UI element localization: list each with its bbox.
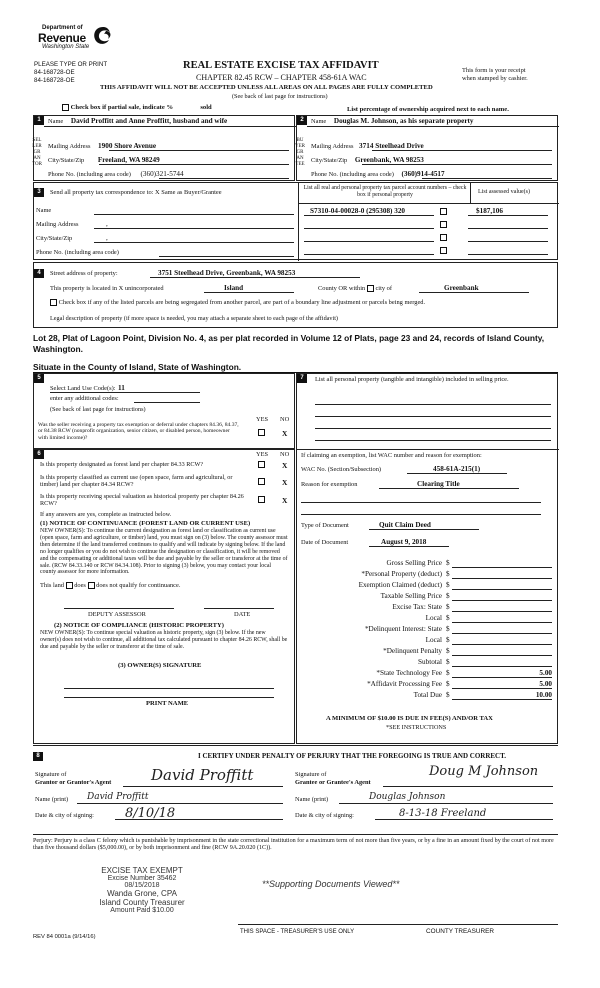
exemption-yes-checkbox[interactable] [258, 429, 265, 436]
buyer-section [296, 115, 558, 181]
fee-label: Local [425, 636, 442, 644]
treasurer-use-only: THIS SPACE - TREASURER'S USE ONLY [240, 929, 355, 935]
fee-row [300, 614, 552, 624]
grantee-date-label: Date & city of signing: [295, 812, 354, 819]
forest-no-mark[interactable]: X [282, 461, 288, 470]
legal-description-2[interactable]: Situate in the County of Island, State of Washington. [33, 362, 242, 372]
fee-value[interactable] [452, 592, 552, 601]
logo-line3: Washington State [42, 44, 90, 50]
stamp-line6: Amount Paid $10.00 [110, 907, 174, 914]
stamp-line2: Excise Number 35462 [107, 875, 177, 882]
fee-dollar-sign: $ [446, 658, 450, 666]
list-percentage-note: List percentage of ownership acquired next to each name. [347, 106, 509, 113]
buyer-mail-row [311, 142, 424, 150]
perjury-notice [33, 838, 558, 853]
fee-label: Gross Selling Price [386, 559, 442, 567]
supporting-docs-stamp: **Supporting Documents Viewed** [262, 879, 400, 889]
historic-question: Is this property receiving special valuation as historical property per chapter 84.26 RCW? [40, 493, 244, 507]
fee-value[interactable] [452, 625, 552, 634]
notice-continuance-title: (1) NOTICE OF CONTINUANCE (FOREST LAND OR CURRENT USE) [40, 520, 251, 527]
parcel-personal-checkbox-3[interactable] [440, 234, 447, 241]
date-label: DATE [234, 611, 251, 618]
street-address-value[interactable]: 3751 Steelhead Drive, Greenbank, WA 98253 [158, 269, 296, 277]
section-5 [33, 373, 295, 449]
fee-value[interactable]: 5.00 [452, 669, 552, 678]
logo-line1: Department of [42, 25, 83, 31]
grantee-sig-label [295, 771, 371, 787]
parcel-number[interactable]: S7310-04-00028-0 (295308) 320 [310, 207, 406, 215]
section-1-number: 1 [34, 116, 44, 125]
owner-signature-label: (3) OWNER(S) SIGNATURE [118, 662, 202, 669]
s3-name-label: Name [36, 207, 52, 214]
historic-no-mark[interactable]: X [282, 496, 288, 505]
city-value[interactable]: Greenbank [444, 284, 479, 292]
s3-phone-label: Phone No. (including area code) [36, 249, 119, 256]
seller-name-row [48, 117, 227, 125]
reason-value[interactable]: Clearing Title [417, 480, 460, 488]
grantee-date[interactable]: 8-13-18 Freeland [399, 808, 487, 819]
partial-sale-row [62, 104, 212, 111]
assessed-value[interactable]: $187,106 [476, 207, 503, 215]
if-yes-note: If any answers are yes, complete as instructed below. [40, 511, 172, 518]
buyer-city-label: City/State/Zip [311, 157, 348, 164]
grantor-date-label: Date & city of signing: [35, 812, 94, 819]
buyer-phone-label: Phone No. (including area code) [311, 171, 394, 178]
section-6 [33, 449, 295, 744]
s3-city-label: City/State/Zip [36, 235, 73, 242]
grantor-signature[interactable]: David Proffitt [151, 766, 254, 784]
historic-yes-checkbox[interactable] [258, 496, 265, 503]
buyer-side-label: BUYER GRANTEE [295, 138, 305, 167]
legal-description-label: Legal description of property (if more space is needed, you may attach a separate sheet to each page of the affidavit) [50, 315, 338, 322]
seller-city-value[interactable]: Freeland, WA 98249 [97, 156, 160, 164]
buyer-mail-value[interactable]: 3714 Steelhead Drive [359, 142, 424, 150]
fee-label: Excise Tax: State [392, 603, 442, 611]
located-in-label: This property is located in X unincorporated [50, 285, 164, 292]
form-code-1: 84-168728-OE [34, 69, 75, 76]
segregated-row [50, 299, 425, 306]
fee-value[interactable] [452, 570, 552, 579]
section-4-number: 4 [34, 269, 44, 278]
send-correspondence-label: Send all property tax correspondence to: X Same as Buyer/Grantee [50, 189, 222, 196]
fee-dollar-sign: $ [446, 570, 450, 578]
seller-city-label: City/State/Zip [48, 157, 85, 164]
does-checkbox[interactable] [66, 582, 73, 589]
exemption-no-mark[interactable]: X [282, 429, 288, 438]
dor-logo [38, 25, 118, 63]
county-or-label [318, 285, 392, 292]
segregated-text: Check box if any of the listed parcels are being segregated from another parcel, are part of a boundary line adjustment or parcels being merged. [58, 299, 426, 306]
seller-phone-label: Phone No. (including area code) [48, 171, 131, 178]
fee-dollar-sign: $ [446, 636, 450, 644]
current-use-yes-checkbox[interactable] [258, 478, 265, 485]
grantee-signature[interactable]: Doug M Johnson [429, 764, 539, 779]
grantor-sig-label [35, 771, 111, 787]
fee-label: *Delinquent Penalty [383, 647, 442, 655]
stamp-line5: Island County Treasurer [99, 898, 185, 907]
legal-description-1[interactable]: Lot 28, Plat of Lagoon Point, Division No. 4, as per plat recorded in Volume 12 of Plats, page 23 and 24, records of Island County, Washington. [33, 333, 545, 354]
fee-dollar-sign: $ [446, 680, 450, 688]
current-use-no-mark[interactable]: X [282, 478, 288, 487]
rev-code: REV 84 0001a (9/14/16) [33, 934, 96, 940]
parcel-personal-checkbox-4[interactable] [440, 247, 447, 254]
fee-row [300, 647, 552, 657]
parcel-personal-checkbox-2[interactable] [440, 221, 447, 228]
fee-row [300, 680, 552, 690]
city-of-text: city of [375, 285, 392, 292]
buyer-city-row [311, 156, 424, 164]
doc-date-label: Date of Document [301, 539, 349, 546]
seller-mail-value[interactable]: 1900 Shore Avenue [98, 142, 157, 150]
fee-label: *Personal Property (deduct) [361, 570, 442, 578]
section-8 [33, 745, 558, 835]
exemption-question: Was the seller receiving a property tax exemption or deferral under chapters 84.36, 84.37, or 84.38 RCW (nonprofit organization, senior citizen, or disabled person, homeowner with limited income)? [38, 422, 239, 441]
grantor-name-print[interactable]: David Proffitt [87, 792, 149, 802]
section-6-number: 6 [34, 450, 44, 459]
deputy-assessor-label: DEPUTY ASSESSOR [88, 611, 146, 618]
fee-dollar-sign: $ [446, 691, 450, 699]
grantor-agent-label: Grantor or Grantor's Agent [35, 779, 112, 786]
fee-dollar-sign: $ [446, 647, 450, 655]
county-treasurer: COUNTY TREASURER [426, 928, 494, 935]
land-use-label: Select Land Use Code(s): [50, 385, 116, 392]
see-instructions: *SEE INSTRUCTIONS [386, 724, 447, 731]
fee-row [300, 658, 552, 668]
stamp-line3: 08/15/2018 [124, 882, 160, 889]
segregated-checkbox[interactable] [50, 299, 57, 306]
street-address-label: Street address of property: [50, 270, 118, 277]
reason-label: Reason for exemption [301, 481, 358, 488]
sold-label: sold [200, 104, 212, 112]
does-not-checkbox[interactable] [88, 582, 95, 589]
seller-name-label: Name [48, 118, 64, 125]
fee-label: Taxable Selling Price [380, 592, 442, 600]
fee-dollar-sign: $ [446, 592, 450, 600]
fee-row [300, 603, 552, 613]
fee-dollar-sign: $ [446, 669, 450, 677]
grantee-name-print-label: Name (print) [295, 796, 329, 803]
grantee-sig-of: Signature of [295, 771, 327, 778]
parcel-personal-checkbox-1[interactable] [440, 208, 447, 215]
notice-compliance-title: (2) NOTICE OF COMPLIANCE (HISTORIC PROPERTY) [54, 622, 224, 629]
minimum-notice: A MINIMUM OF $10.00 IS DUE IN FEE(S) AND/OR TAX [326, 715, 493, 722]
warning-line: THIS AFFIDAVIT WILL NOT BE ACCEPTED UNLESS ALL AREAS ON ALL PAGES ARE FULLY COMPLETED [100, 84, 433, 91]
assessed-header: List assessed value(s) [478, 189, 530, 195]
grantee-name-print[interactable]: Douglas Johnson [369, 792, 446, 802]
buyer-phone-row [311, 170, 445, 178]
county-value[interactable]: Island [224, 284, 244, 292]
s3-mail-label: Mailing Address [36, 221, 79, 228]
seller-city-row [48, 156, 160, 164]
seller-phone-row [48, 170, 184, 178]
fee-row [300, 636, 552, 646]
forest-yes-checkbox[interactable] [258, 461, 265, 468]
county-or-text: County OR within [318, 285, 366, 292]
excise-stamp [72, 866, 212, 914]
s3-city-value[interactable]: , [106, 234, 108, 242]
fee-dollar-sign: $ [446, 614, 450, 622]
grantor-date[interactable]: 8/10/18 [125, 806, 176, 821]
form-title: REAL ESTATE EXCISE TAX AFFIDAVIT [183, 60, 379, 71]
doc-date-value[interactable]: August 9, 2018 [381, 538, 427, 546]
stamp-line4: Wanda Grone, CPA [107, 889, 177, 898]
section-4 [33, 262, 558, 328]
fee-value[interactable] [452, 647, 552, 656]
fee-row [300, 669, 552, 679]
stamp-line1: EXCISE TAX EXEMPT [101, 866, 183, 875]
grantee-agent-label: Grantee or Grantee's Agent [295, 779, 371, 786]
please-type: PLEASE TYPE OR PRINT [34, 61, 108, 68]
fee-label: Total Due [413, 691, 442, 699]
section-5-number: 5 [34, 374, 44, 383]
section-2-number: 2 [297, 116, 307, 125]
fee-value[interactable] [452, 614, 552, 623]
city-of-checkbox[interactable] [367, 285, 374, 292]
perjury-text: Perjury: Perjury is a class C felony which is punishable by imprisonment in the state correctional institution for a maximum term of not more than five years, or by a fine in an amount fixed by the court of not more than five thousand dollars ($5,000.00), or by both imprisonment and fine (RCW 9A.20.020 (1C)). [33, 838, 554, 852]
parcel-header: List all real and personal property tax parcel account numbers – check box if personal property [303, 185, 467, 198]
fee-row [300, 691, 552, 701]
fee-label: *State Technology Fee [376, 669, 442, 677]
partial-sale-checkbox[interactable] [62, 104, 69, 111]
additional-codes-label: enter any additional codes: [50, 395, 119, 402]
current-use-question: Is this property classified as current use (open space, farm and agricultural, or timber) land per chapter 84.34 RCW? [40, 474, 233, 488]
doc-type-value[interactable]: Quit Claim Deed [379, 521, 431, 529]
section-3 [33, 182, 558, 260]
certify-statement: I CERTIFY UNDER PENALTY OF PERJURY THAT THE FOREGOING IS TRUE AND CORRECT. [198, 752, 507, 760]
seller-phone-value[interactable]: (360)321-5744 [140, 170, 184, 178]
fee-value[interactable] [452, 559, 552, 568]
notice-continuance-body: NEW OWNER(S): To continue the current designation as forest land or classification as current use (open space, farm and agriculture, or timber) land, you must sign on (3) below. The county assessor must then determine if the land transferred continues to qualify and will indicate by signing below. If the land no longer qualifies or you do not wish to continue the designation or classification, it will be removed and the compensating or additional taxes will be due and payable by the seller or transferor at the time of sale. (RCW 84.33.140 or RCW 84.34.108). Prior to signing (3) below, you may contact your local county assessor for more information. [40, 528, 288, 576]
section-3-number: 3 [34, 188, 44, 197]
wac-claim-label: If claiming an exemption, list WAC number and reason for exemption: [301, 452, 482, 459]
this-land-text: This land [40, 582, 64, 589]
form-subtitle: CHAPTER 82.45 RCW – CHAPTER 458-61A WAC [196, 73, 367, 82]
fee-dollar-sign: $ [446, 603, 450, 611]
notice-compliance-body: NEW OWNER(S): To continue special valuation as historic property, sign (3) below. If the new owner(s) does not wish to continue, all additional tax calculated pursuant to chapter 84.26 RCW, shall be due and payable by the seller or transferor at the time of sale. [40, 630, 288, 650]
print-name-label: PRINT NAME [146, 700, 189, 707]
s5-no-header: NO [280, 416, 290, 423]
buyer-name-row [311, 117, 474, 125]
does-not-text: does not qualify for continuance. [96, 582, 181, 589]
does-text: does [74, 582, 86, 589]
fee-label: Exemption Claimed (deduct) [358, 581, 442, 589]
seller-mail-row [48, 142, 156, 150]
fee-value[interactable] [452, 603, 552, 612]
seller-side-label: SELLER GRANTOR [32, 138, 42, 167]
buyer-name-label: Name [311, 118, 327, 125]
fee-dollar-sign: $ [446, 559, 450, 567]
seller-section [33, 115, 295, 181]
fee-row [300, 559, 552, 569]
see-back-instructions: (See back of last page for instructions) [232, 93, 328, 100]
buyer-phone-value[interactable]: (360)914-4517 [401, 170, 445, 178]
fee-value[interactable]: 10.00 [452, 691, 552, 700]
personal-property-label: List all personal property (tangible and intangible) included in selling price. [315, 376, 509, 383]
fee-row [300, 581, 552, 591]
fee-value[interactable] [452, 636, 552, 645]
fee-value[interactable] [452, 581, 552, 590]
seller-name-value[interactable]: David Proffitt and Anne Proffitt, husband and wife [70, 117, 228, 125]
fee-row [300, 592, 552, 602]
wac-label: WAC No. (Section/Subsection) [301, 466, 382, 473]
fee-value[interactable] [452, 658, 552, 667]
grantor-sig-of: Signature of [35, 771, 67, 778]
section-8-number: 8 [33, 752, 43, 761]
wac-value[interactable]: 458-61A-215(1) [433, 465, 481, 473]
fee-value[interactable]: 5.00 [452, 680, 552, 689]
s6-yes-header: YES [256, 451, 269, 458]
fee-dollar-sign: $ [446, 581, 450, 589]
fee-label: Subtotal [418, 658, 442, 666]
receipt-note-1: This form is your receipt [462, 67, 526, 74]
fee-row [300, 570, 552, 580]
s5-see-back: (See back of last page for instructions) [50, 406, 146, 413]
seller-mail-label: Mailing Address [48, 143, 91, 150]
buyer-name-value[interactable]: Douglas M. Johnson, as his separate property [333, 117, 474, 125]
section-7-number: 7 [297, 374, 307, 383]
land-use-value[interactable]: 11 [118, 384, 125, 392]
fee-dollar-sign: $ [446, 625, 450, 633]
doc-type-label: Type of Document [301, 522, 349, 529]
buyer-city-value[interactable]: Greenbank, WA 98253 [354, 156, 424, 164]
s3-mail-value[interactable]: , [106, 220, 108, 228]
form-code-2: 84-168728-OE [34, 77, 75, 84]
dor-swirl-icon [90, 25, 116, 47]
fee-row [300, 625, 552, 635]
grantor-name-print-label: Name (print) [35, 796, 69, 803]
buyer-mail-label: Mailing Address [311, 143, 354, 150]
fee-label: *Affidavit Processing Fee [367, 680, 442, 688]
fee-label: *Delinquent Interest: State [364, 625, 442, 633]
s6-no-header: NO [280, 451, 290, 458]
partial-sale-label: Check box if partial sale, indicate % [70, 104, 174, 112]
fee-label: Local [425, 614, 442, 622]
receipt-note-2: when stamped by cashier. [462, 75, 528, 82]
forest-question: Is this property designated as forest land per chapter 84.33 RCW? [40, 461, 204, 468]
logo-line2: Revenue [38, 31, 86, 45]
qualify-row [40, 582, 180, 589]
s5-yes-header: YES [256, 416, 269, 423]
